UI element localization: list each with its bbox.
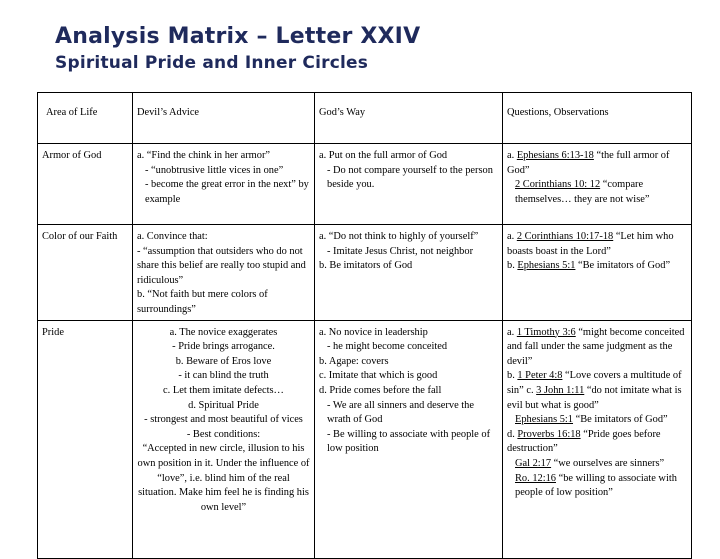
header-devils-advice: Devil’s Advice	[133, 93, 315, 144]
devil-line: a. Convince that:	[137, 231, 208, 242]
god-line: - Imitate Jesus Christ, not neighbor	[327, 245, 474, 257]
analysis-matrix-table	[37, 92, 692, 559]
questions-cell	[503, 225, 692, 321]
devil-advice-cell	[133, 320, 315, 558]
scripture-quote: “Pride goes before destruction”	[507, 428, 661, 455]
header-gods-way: God’s Way	[315, 93, 503, 144]
god-line: - Do not compare yourself to the person beside you.	[327, 164, 493, 191]
scripture-quote: “Be imitators of God”	[573, 414, 668, 426]
question-line	[507, 472, 687, 501]
question-line: a. 2 Corinthians 10:17-18 “Let him who boasts boast in the Lord”	[507, 231, 674, 257]
devil-advice-cell	[133, 144, 315, 225]
scripture-reference: Ephesians 5:1	[515, 414, 574, 426]
devil-line: a. The novice exaggerates	[169, 326, 278, 338]
gods-way-cell	[315, 320, 503, 558]
devil-line: “Accepted in new circle, illusion to his own position in it. Under the influence of “love”, i.e. blind him of the real situation. Make him feel he is finding his own level”	[137, 443, 310, 513]
scripture-reference: Proverbs 16:18	[517, 428, 581, 440]
question-line	[507, 457, 687, 472]
area-cell: Color of our Faith	[38, 225, 133, 321]
god-line: b. Be imitators of God	[319, 260, 413, 272]
scripture-quote: “Let him who boasts boast in the Lord”	[507, 231, 674, 257]
scripture-reference: 3 John 1:11	[536, 384, 585, 396]
area-cell: Pride	[38, 320, 133, 558]
devil-line: c. Let them imitate defects…	[163, 384, 284, 396]
question-line: b. Ephesians 5:1 “Be imitators of God”	[507, 260, 671, 272]
god-line: - We are all sinners and deserve the wrath of God	[327, 399, 474, 426]
scripture-reference: Ro. 12:16	[515, 472, 556, 484]
devil-line: a. “Find the chink in her armor”	[137, 150, 271, 161]
god-line: - he might become conceited	[327, 341, 448, 353]
scripture-quote: “do not imitate what is evil but what is good”	[507, 384, 682, 411]
scripture-reference: Ephesians 5:1	[517, 260, 576, 272]
question-line: a. Ephesians 6:13-18 “the full armor of God”	[507, 150, 670, 176]
table-row	[38, 225, 692, 321]
questions-cell	[503, 144, 692, 225]
table-row	[38, 320, 692, 558]
scripture-reference: 2 Corinthians 10:17-18	[516, 231, 614, 242]
devil-advice-cell	[133, 225, 315, 321]
area-cell: Armor of God	[38, 144, 133, 225]
scripture-quote: “be willing to associate with people of low position”	[515, 472, 677, 499]
scripture-reference: 2 Corinthians 10: 12	[515, 179, 601, 191]
devil-line: - “assumption that outsiders who do not share this belief are really too stupid and ridiculous”	[137, 245, 306, 286]
question-line: d. Proverbs 16:18 “Pride goes before destruction”	[507, 428, 661, 455]
devil-line: - Best conditions:	[186, 428, 261, 440]
devil-line: - strongest and most beautiful of vices	[144, 414, 303, 426]
god-line: b. Agape: covers	[319, 355, 389, 367]
gods-way-cell	[315, 225, 503, 321]
table-row	[38, 144, 692, 225]
god-line: a. No novice in leadership	[319, 326, 428, 338]
scripture-quote: “compare themselves… they are not wise”	[515, 179, 650, 205]
page-subtitle: Spiritual Pride and Inner Circles	[55, 53, 369, 73]
god-line: - Be willing to associate with people of low position	[327, 428, 491, 455]
scripture-quote: “we ourselves are sinners”	[551, 457, 665, 469]
header-questions-observations: Questions, Observations	[503, 93, 692, 144]
scripture-reference: Ephesians 6:13-18	[516, 150, 594, 161]
question-line	[507, 178, 687, 207]
devil-line: b. Beware of Eros love	[175, 355, 272, 367]
page-title: Analysis Matrix – Letter XXIV	[55, 24, 421, 49]
scripture-quote: “might become conceited and fall under the same judgment as the devil”	[507, 326, 685, 367]
header-area-of-life: Area of Life	[38, 93, 133, 144]
god-line: a. “Do not think to highly of yourself”	[319, 231, 479, 242]
table-header-row	[38, 93, 692, 144]
devil-line: - Pride brings arrogance.	[172, 341, 275, 353]
scripture-quote: “Love covers a multitude of sin”	[507, 370, 682, 396]
question-line: a. 1 Timothy 3:6 “might become conceited and fall under the same judgment as the devil”	[507, 326, 685, 367]
scripture-reference: Gal 2:17	[515, 457, 552, 469]
questions-cell	[503, 320, 692, 558]
scripture-reference: 1 Timothy 3:6	[516, 326, 576, 338]
scripture-quote: “the full armor of God”	[507, 150, 670, 176]
god-line: c. Imitate that which is good	[319, 370, 438, 382]
devil-line: - “unobtrusive little vices in one”	[145, 164, 284, 176]
devil-line: b. “Not faith but mere colors of surroundings”	[137, 289, 268, 315]
devil-line: - it can blind the truth	[178, 370, 269, 382]
question-line	[507, 413, 687, 428]
god-line: a. Put on the full armor of God	[319, 150, 448, 161]
devil-line: - become the great error in the next” by example	[145, 179, 309, 205]
gods-way-cell	[315, 144, 503, 225]
god-line: d. Pride comes before the fall	[319, 384, 442, 396]
devil-line: d. Spiritual Pride	[188, 399, 259, 411]
scripture-quote: “Be imitators of God”	[575, 260, 671, 272]
question-line: b. 1 Peter 4:8 “Love covers a multitude of sin” c. 3 John 1:11 “do not imitate what is evil but what is good”	[507, 370, 682, 411]
scripture-reference: 1 Peter 4:8	[517, 370, 563, 382]
